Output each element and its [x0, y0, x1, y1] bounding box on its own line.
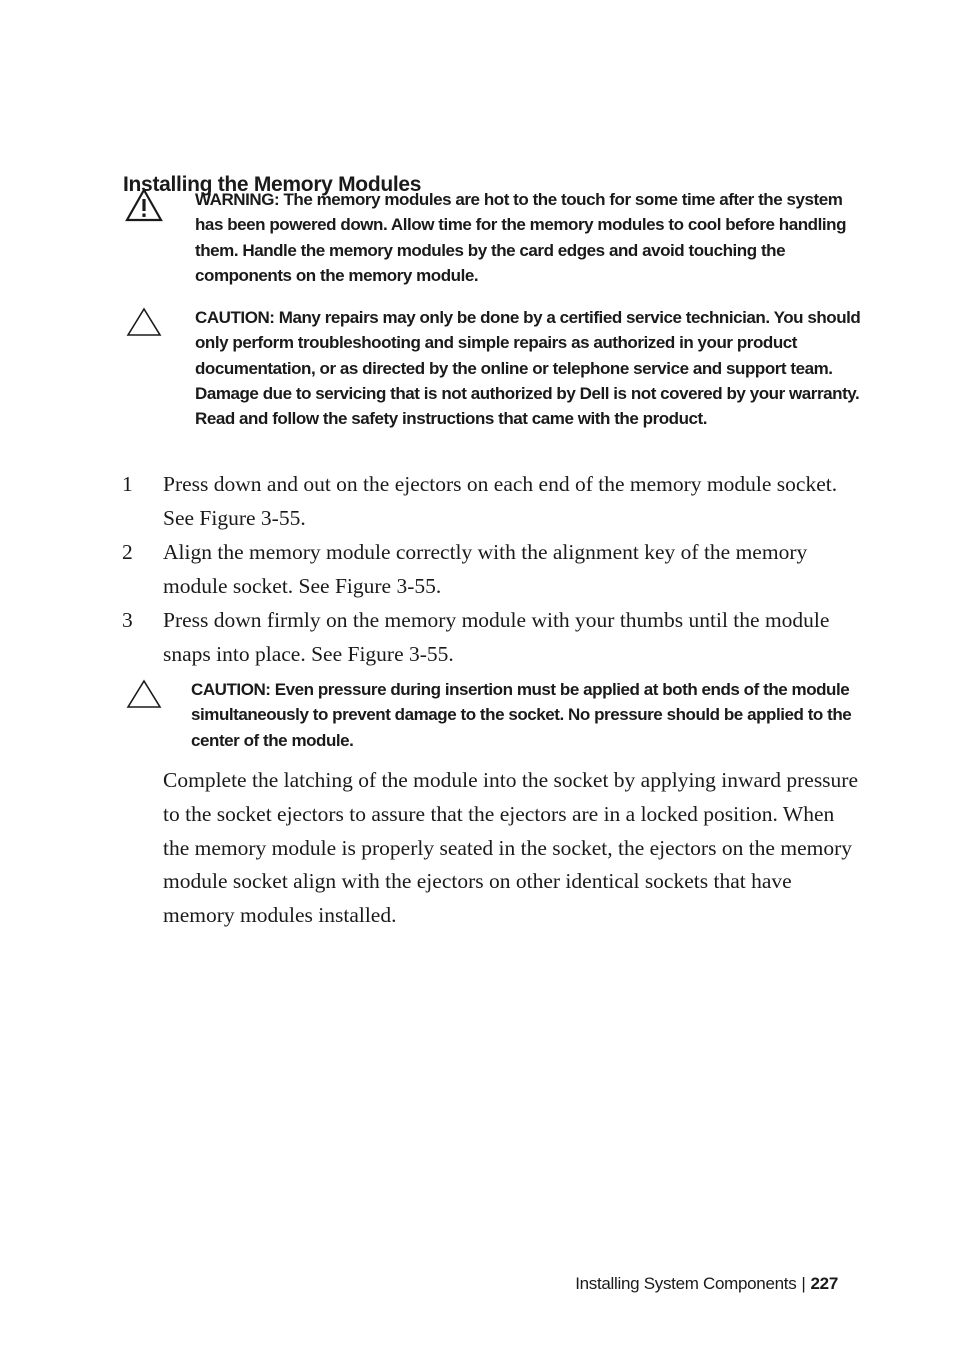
step-text: Align the memory module correctly with the alignment key of the memory module socket. See Figure 3-55.: [163, 540, 808, 598]
warning-notice: [195, 187, 860, 288]
step-number: 3: [122, 608, 133, 632]
step-text: Press down firmly on the memory module with your thumbs until the module snaps into place. See Figure 3-55.: [163, 608, 830, 666]
step-number: 2: [122, 540, 133, 564]
step-text: Press down and out on the ejectors on each end of the memory module socket. See Figure 3-55.: [163, 472, 838, 530]
footer-chapter: Installing System Components: [575, 1274, 797, 1293]
body-paragraph: Complete the latching of the module into the socket by applying inward pressure to the socket ejectors to assure that the ejectors are in a locked position. When the memory module is properly seated in the socket, the ejectors on the memory module socket align with the ejectors on other identical sockets that have memory modules installed.: [163, 768, 859, 928]
page-footer: [575, 1272, 838, 1296]
caution-notice: [195, 305, 867, 431]
caution-triangle-icon: [125, 307, 163, 337]
caution-text: CAUTION: Many repairs may only be done by a certified service technician. You should only perform troubleshooting and simple repairs as authorized in your product documentation, or as directed by the online or telephone service and support team. Damage due to servicing that is not authorized by Dell is not covered by your warranty. Read and follow the safety instructions that came with the product.: [195, 308, 861, 429]
warning-triangle-icon: [125, 188, 163, 222]
caution-text: CAUTION: Even pressure during insertion must be applied at both ends of the module simultaneously to prevent damage to the socket. No pressure should be applied to the center of the module.: [191, 680, 852, 750]
footer-separator: |: [801, 1274, 806, 1293]
step-number: 1: [122, 472, 133, 496]
page-number: 227: [810, 1274, 838, 1293]
caution-notice: [191, 677, 861, 753]
section-heading: Installing the Memory Modules: [123, 173, 422, 197]
warning-text: WARNING: The memory modules are hot to the touch for some time after the system has been powered down. Allow time for the memory modules to cool before handling them. Handle the memory modules by the card edges and avoid touching the components on the memory module.: [195, 190, 846, 285]
caution-triangle-icon: [125, 679, 163, 709]
